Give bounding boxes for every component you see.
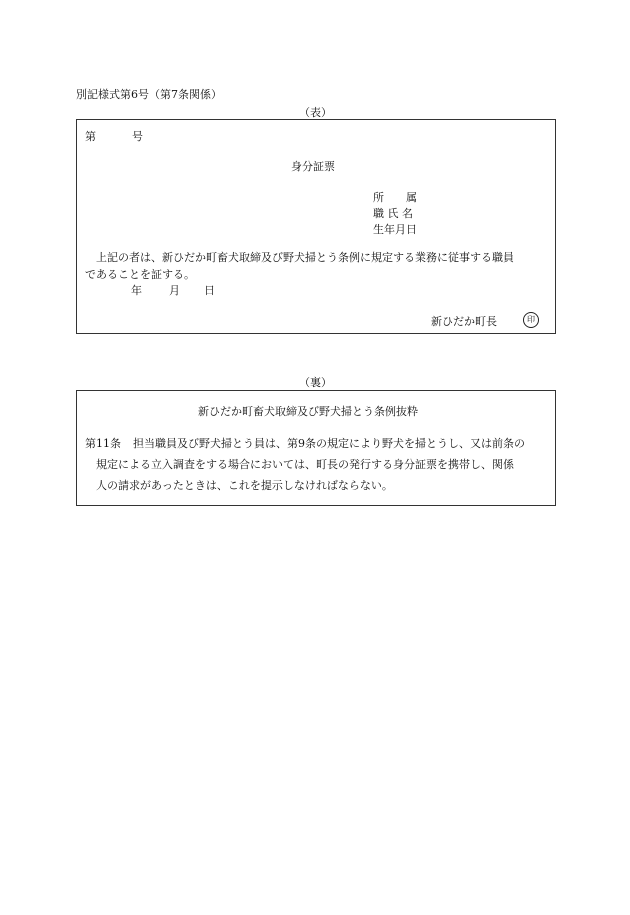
front-card	[76, 119, 556, 334]
date-day: 日	[204, 284, 215, 297]
article-text-line1: 担当職員及び野犬掃とう員は、第9条の規定により野犬を掃とうし、又は前条の	[133, 437, 525, 450]
certification-text-line1: 上記の者は、新ひだか町畜犬取締及び野犬掃とう条例に規定する業務に従事する職員	[96, 251, 514, 264]
article-text-line3: 人の請求があったときは、これを提示しなければならない。	[96, 479, 393, 492]
back-card	[76, 390, 556, 506]
field-birthdate: 生年月日	[373, 223, 417, 236]
article-number: 第11条	[85, 437, 121, 450]
certification-text-line2: であることを証する。	[85, 268, 195, 281]
back-side-label: （裏）	[299, 376, 332, 389]
field-affiliation: 所 属	[373, 191, 417, 204]
front-side-label: （表）	[299, 106, 332, 119]
field-title-name: 職 氏 名	[373, 207, 413, 220]
number-suffix: 号	[132, 130, 143, 143]
form-label: 別記様式第6号（第7条関係）	[76, 88, 222, 101]
issuer-name: 新ひだか町長	[431, 315, 497, 328]
seal-stamp-icon: 印	[523, 312, 539, 328]
card-title: 身分証票	[291, 160, 335, 173]
date-year: 年	[131, 284, 142, 297]
excerpt-title: 新ひだか町畜犬取締及び野犬掃とう条例抜粋	[198, 405, 418, 418]
date-month: 月	[169, 284, 180, 297]
number-prefix: 第	[85, 130, 96, 143]
article-text-line2: 規定による立入調査をする場合においては、町長の発行する身分証票を携帯し、関係	[96, 458, 514, 471]
